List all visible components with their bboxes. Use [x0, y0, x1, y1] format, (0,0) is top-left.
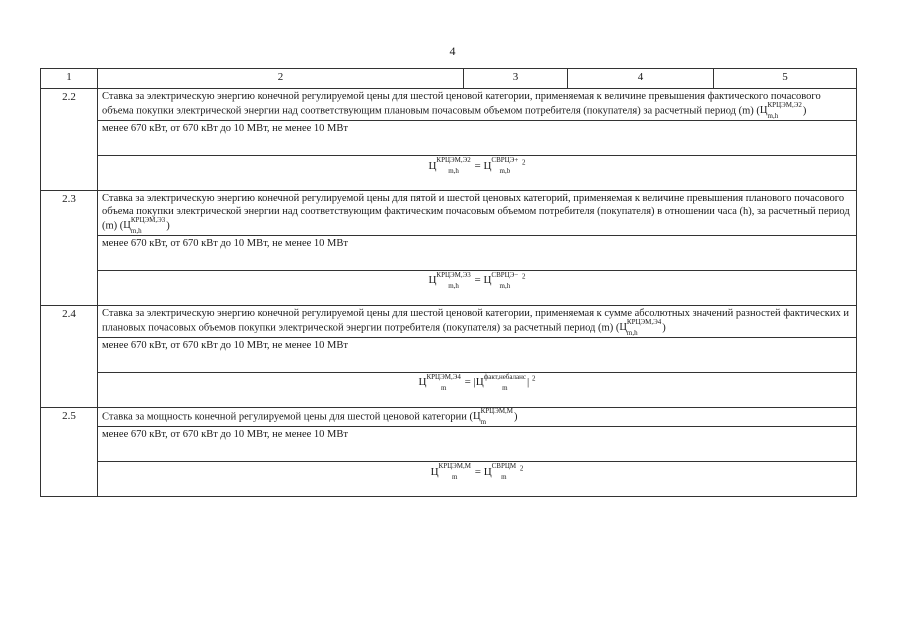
- symbol-indices: [480, 406, 514, 426]
- column-header: 3: [464, 69, 568, 89]
- description-close: ): [166, 220, 170, 231]
- table-row: [41, 191, 857, 236]
- formula-lhs-subscript: m: [452, 473, 458, 482]
- symbol-subscript: m,h: [130, 226, 142, 235]
- formula-lhs-symbol: Ц: [428, 274, 437, 287]
- formula: [418, 372, 536, 392]
- formula-rhs-symbol: Ц: [483, 274, 492, 287]
- formula-rhs-subscript: m: [501, 473, 507, 482]
- consumer-size-range: менее 670 кВт, от 670 кВт до 10 МВт, не менее 10 МВт: [98, 235, 857, 270]
- formula-equals: =: [474, 159, 481, 172]
- formula: [428, 270, 526, 290]
- consumer-size-range: менее 670 кВт, от 670 кВт до 10 МВт, не менее 10 МВт: [98, 337, 857, 372]
- tariff-table: [40, 68, 857, 497]
- formula-lhs-superscript: КРЦЭМ,М: [438, 462, 471, 471]
- column-header: 4: [568, 69, 714, 89]
- formula-lhs-subscript: m: [440, 383, 447, 392]
- formula-rhs-symbol: Ц: [483, 159, 492, 172]
- formula-lhs-subscript: m,h: [448, 167, 459, 176]
- page-number: 4: [449, 44, 456, 58]
- column-header: 2: [98, 69, 464, 89]
- formula-lhs-symbol: Ц: [418, 376, 427, 389]
- row-description: [98, 191, 857, 236]
- formula-lhs-subscript: m,h: [448, 281, 459, 290]
- symbol-base: Ц: [619, 322, 627, 333]
- description-close: ): [662, 322, 666, 333]
- table-row: [41, 407, 857, 426]
- description-symbol: [473, 406, 514, 426]
- symbol-subscript: m,h: [767, 111, 779, 120]
- table-row: [41, 89, 857, 121]
- row-description: [98, 305, 857, 337]
- consumer-size-range: менее 670 кВт, от 670 кВт до 10 МВт, не менее 10 МВт: [98, 121, 857, 156]
- formula-lhs-superscript: КРЦЭМ,Э2: [436, 156, 471, 165]
- symbol-indices: [130, 215, 166, 235]
- table-row: [41, 270, 857, 305]
- formula-tail: 2: [519, 464, 524, 472]
- table-row: [41, 427, 857, 462]
- formula-lhs-indices: [436, 270, 471, 290]
- formula-rhs-subscript: m,h: [499, 281, 511, 290]
- symbol-superscript: КРЦЭМ,Э2: [767, 100, 802, 109]
- symbol-subscript: m: [480, 417, 487, 426]
- formula-rhs-indices: [491, 462, 517, 482]
- table-row: [41, 337, 857, 372]
- symbol-indices: [767, 100, 802, 120]
- symbol-superscript: КРЦЭМ,Э3: [130, 215, 166, 224]
- formula-rhs-superscript: факт,небаланс: [483, 372, 526, 381]
- description-symbol: [619, 317, 662, 337]
- table-row: [41, 372, 857, 407]
- formula-lhs-symbol: Ц: [430, 465, 439, 478]
- column-header: 1: [41, 69, 98, 89]
- formula-cell: [98, 156, 857, 191]
- table-row: [41, 462, 857, 497]
- row-number: 2.3: [41, 191, 98, 306]
- table-row: [41, 156, 857, 191]
- symbol-superscript: КРЦЭМ,Э4: [626, 317, 662, 326]
- formula-rhs-symbol: Ц: [483, 465, 492, 478]
- table-row: [41, 305, 857, 337]
- formula-lhs-indices: [438, 462, 471, 482]
- description-symbol: [759, 100, 803, 120]
- formula-cell: [98, 270, 857, 305]
- formula-tail: 2: [522, 158, 526, 166]
- formula-lhs-indices: [426, 372, 461, 392]
- symbol-superscript: КРЦЭМ,М: [480, 406, 514, 415]
- description-text: Ставка за электрическую энергию конечной регулируемой цены для пятой и шестой ценовых категорий, применяемая к величине превышения планового почасового объема покупки электрической энергии над соответствующим фактическим почасовым объемом потребителя (покупателя) в отношении часа (h), за расчетный период (m) (: [102, 193, 850, 231]
- description-text: Ставка за электрическую энергию конечной регулируемой цены для шестой ценовой категории, применяемая к величине превышения фактического почасового объема покупки электрической энергии над соответствующим плановым почасовым объемом потребителя (покупателя) за расчетный период (m) (: [102, 91, 821, 117]
- formula-cell: [98, 372, 857, 407]
- formula-rhs-superscript: СВРЦЭ−: [491, 270, 519, 279]
- formula-rhs-indices: [491, 156, 519, 176]
- symbol-subscript: m,h: [626, 328, 638, 337]
- formula-abs-open: |: [473, 376, 476, 389]
- table-row: [41, 121, 857, 156]
- description-close: ): [514, 411, 518, 423]
- symbol-base: Ц: [759, 105, 768, 117]
- description-close: ): [802, 105, 807, 117]
- formula-rhs-subscript: m: [502, 383, 508, 392]
- row-description: [98, 407, 857, 426]
- table-row: [41, 235, 857, 270]
- symbol-indices: [626, 317, 662, 337]
- formula-rhs-superscript: СВРЦМ: [491, 462, 517, 471]
- formula: [430, 462, 524, 482]
- row-number: 2.4: [41, 305, 98, 407]
- formula-tail: 2: [531, 374, 536, 383]
- formula-cell: [98, 462, 857, 497]
- row-number: 2.5: [41, 407, 98, 496]
- description-symbol: [123, 215, 166, 235]
- row-description: [98, 89, 857, 121]
- consumer-size-range: менее 670 кВт, от 670 кВт до 10 МВт, не менее 10 МВт: [98, 427, 857, 462]
- formula-equals: =: [474, 274, 481, 287]
- formula-rhs-symbol: Ц: [475, 376, 484, 389]
- formula-equals: =: [464, 376, 471, 389]
- formula: [428, 156, 526, 176]
- formula-lhs-symbol: Ц: [428, 159, 437, 172]
- formula-lhs-indices: [436, 156, 471, 176]
- formula-equals: =: [474, 465, 481, 478]
- column-header: 5: [714, 69, 857, 89]
- formula-rhs-subscript: m,b: [499, 167, 511, 176]
- formula-rhs-superscript: СВРЦЭ+: [491, 156, 519, 165]
- table-body: [41, 89, 857, 497]
- formula-rhs-indices: [491, 270, 519, 290]
- description-text: Ставка за мощность конечной регулируемой цены для шестой ценовой категории (: [102, 411, 473, 423]
- formula-rhs-indices: [483, 372, 526, 392]
- description-text: Ставка за электрическую энергию конечной регулируемой цены для шестой ценовой категории, применяемая к сумме абсолютных значений разностей фактических и плановых почасовых объемов покупки электрической энергии потребителя (покупателя) за расчетный период (m) (: [102, 307, 849, 333]
- formula-lhs-superscript: КРЦЭМ,Э3: [436, 270, 471, 279]
- formula-tail: 2: [522, 272, 526, 281]
- symbol-base: Ц: [123, 220, 131, 231]
- table-header-row: [41, 69, 857, 89]
- symbol-base: Ц: [473, 411, 481, 423]
- formula-lhs-superscript: КРЦЭМ,Э4: [426, 372, 461, 381]
- formula-abs-close: |: [527, 376, 530, 389]
- row-number: 2.2: [41, 89, 98, 191]
